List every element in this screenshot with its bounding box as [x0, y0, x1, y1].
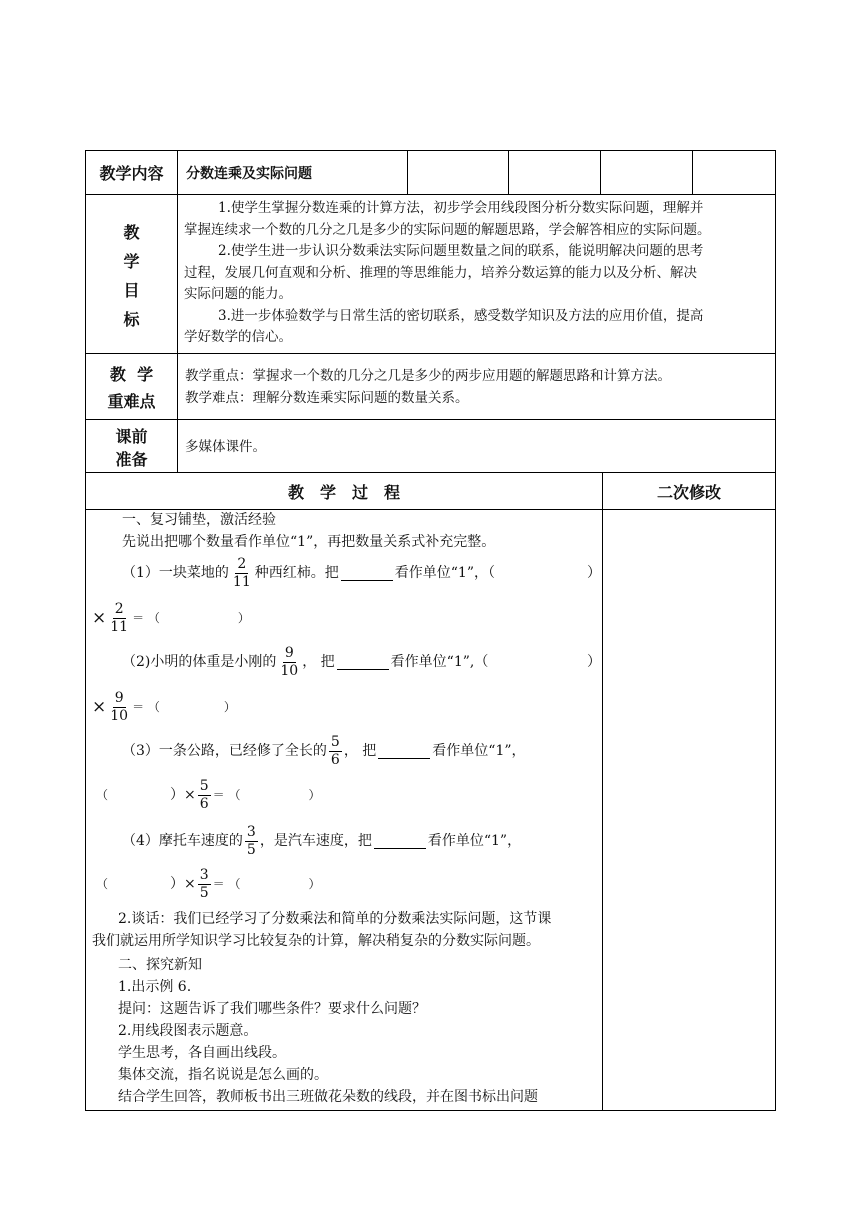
- process-title: 教 学 过 程: [287, 482, 400, 502]
- preparation-label: 课前 准备: [115, 427, 148, 469]
- objectives-label: 教 学 目 标: [123, 223, 140, 329]
- explore-board: 结合学生回答，教师板书出三班做花朵数的线段，并在图书标出问题: [118, 1089, 538, 1105]
- fraction-5-6: $\frac{5}{6}$: [199, 777, 209, 812]
- fraction-2-11: $\frac{2}{11}$: [232, 555, 251, 590]
- fraction-3-5: $\frac{3}{5}$: [199, 866, 209, 901]
- content-label: 教学内容: [99, 164, 164, 183]
- question-1-line2: × $\frac{2}{11}$ ＝ （ ）: [92, 600, 250, 635]
- section-explore: 二、探究新知: [118, 957, 202, 973]
- difficulty-point: 教学难点：理解分数连乘实际问题的数量关系。: [185, 390, 469, 406]
- section-review: 一、复习铺垫，激活经验: [122, 512, 276, 528]
- explore-share: 集体交流，指名说说是怎么画的。: [118, 1067, 328, 1083]
- question-3-line1: （3）一条公路，已经修了全长的 $\frac{5}{6}$ ， 把 看作单位“1”，: [122, 733, 526, 768]
- explore-step-1: 1.出示例 6.: [118, 979, 192, 995]
- question-3-line2: （ ）× $\frac{5}{6}$ ＝ （ ）: [96, 777, 321, 812]
- blank-line: [337, 655, 389, 670]
- explore-step-2: 2.用线段图表示题意。: [118, 1023, 258, 1039]
- talk-line-2: 我们就运用所学知识学习比较复杂的计算，解决稍复杂的分数实际问题。: [92, 933, 540, 949]
- content-value: 分数连乘及实际问题: [186, 165, 312, 182]
- blank-line: [374, 834, 426, 849]
- explore-think: 学生思考，各自画出线段。: [118, 1045, 286, 1061]
- blank-line: [341, 566, 393, 581]
- fraction-9-10: $\frac{9}{10}$: [110, 689, 129, 724]
- preparation-value: 多媒体课件。: [185, 439, 266, 455]
- question-4-line2: （ ）× $\frac{3}{5}$ ＝ （ ）: [96, 866, 321, 901]
- question-1-line1: （1）一块菜地的 $\frac{2}{11}$ 种西红柿。把 看作单位“1”，（: [122, 555, 495, 590]
- question-4-line1: （4）摩托车速度的 $\frac{3}{5}$ ，是汽车速度，把 看作单位“1”，: [122, 823, 522, 858]
- fraction-3-5: $\frac{3}{5}$: [246, 823, 256, 858]
- question-2-line1: （2)小明的体重是小刚的 $\frac{9}{10}$ ， 把 看作单位“1”,（: [122, 644, 489, 679]
- key-point: 教学重点：掌握求一个数的几分之几是多少的两步应用题的解题思路和计算方法。: [185, 368, 671, 384]
- explore-question: 提问：这题告诉了我们哪些条件？要求什么问题？: [118, 1001, 426, 1017]
- key-points-label: 教 学 重难点: [107, 365, 156, 411]
- blank-line: [378, 744, 430, 759]
- revision-title: 二次修改: [656, 482, 721, 502]
- question-2-line2: × $\frac{9}{10}$ ＝ （ ）: [92, 689, 236, 724]
- review-intro: 先说出把哪个数量看作单位“1”，再把数量关系式补充完整。: [122, 534, 496, 550]
- talk-line-1: 2.谈话：我们已经学习了分数乘法和简单的分数乘法实际问题，这节课: [118, 911, 552, 927]
- fraction-9-10: $\frac{9}{10}$: [280, 644, 299, 679]
- fraction-5-6: $\frac{5}{6}$: [330, 733, 340, 768]
- key-points-text: [185, 365, 775, 409]
- fraction-2-11: $\frac{2}{11}$: [110, 600, 129, 635]
- objectives-text: 1.使学生掌握分数连乘的计算方法，初步学会用线段图分析分数实际问题，理解并 掌握连续求一个数的几分之几是多少的实际问题的解题思路，学会解答相应的实际问题。 2.使学生进一步认识分数乘法实际问题里数量之间的联系，能说明解决问题的思考 过程，发展几何直观和分析、推理的等思维能力，培养分数运算的能力以及分析、解决 实际问题的能力。 3.进一步体验数学与日常生活的密切联系，感受数学知识及方法的应用价值，提高 学好数学的信心。: [184, 200, 711, 345]
